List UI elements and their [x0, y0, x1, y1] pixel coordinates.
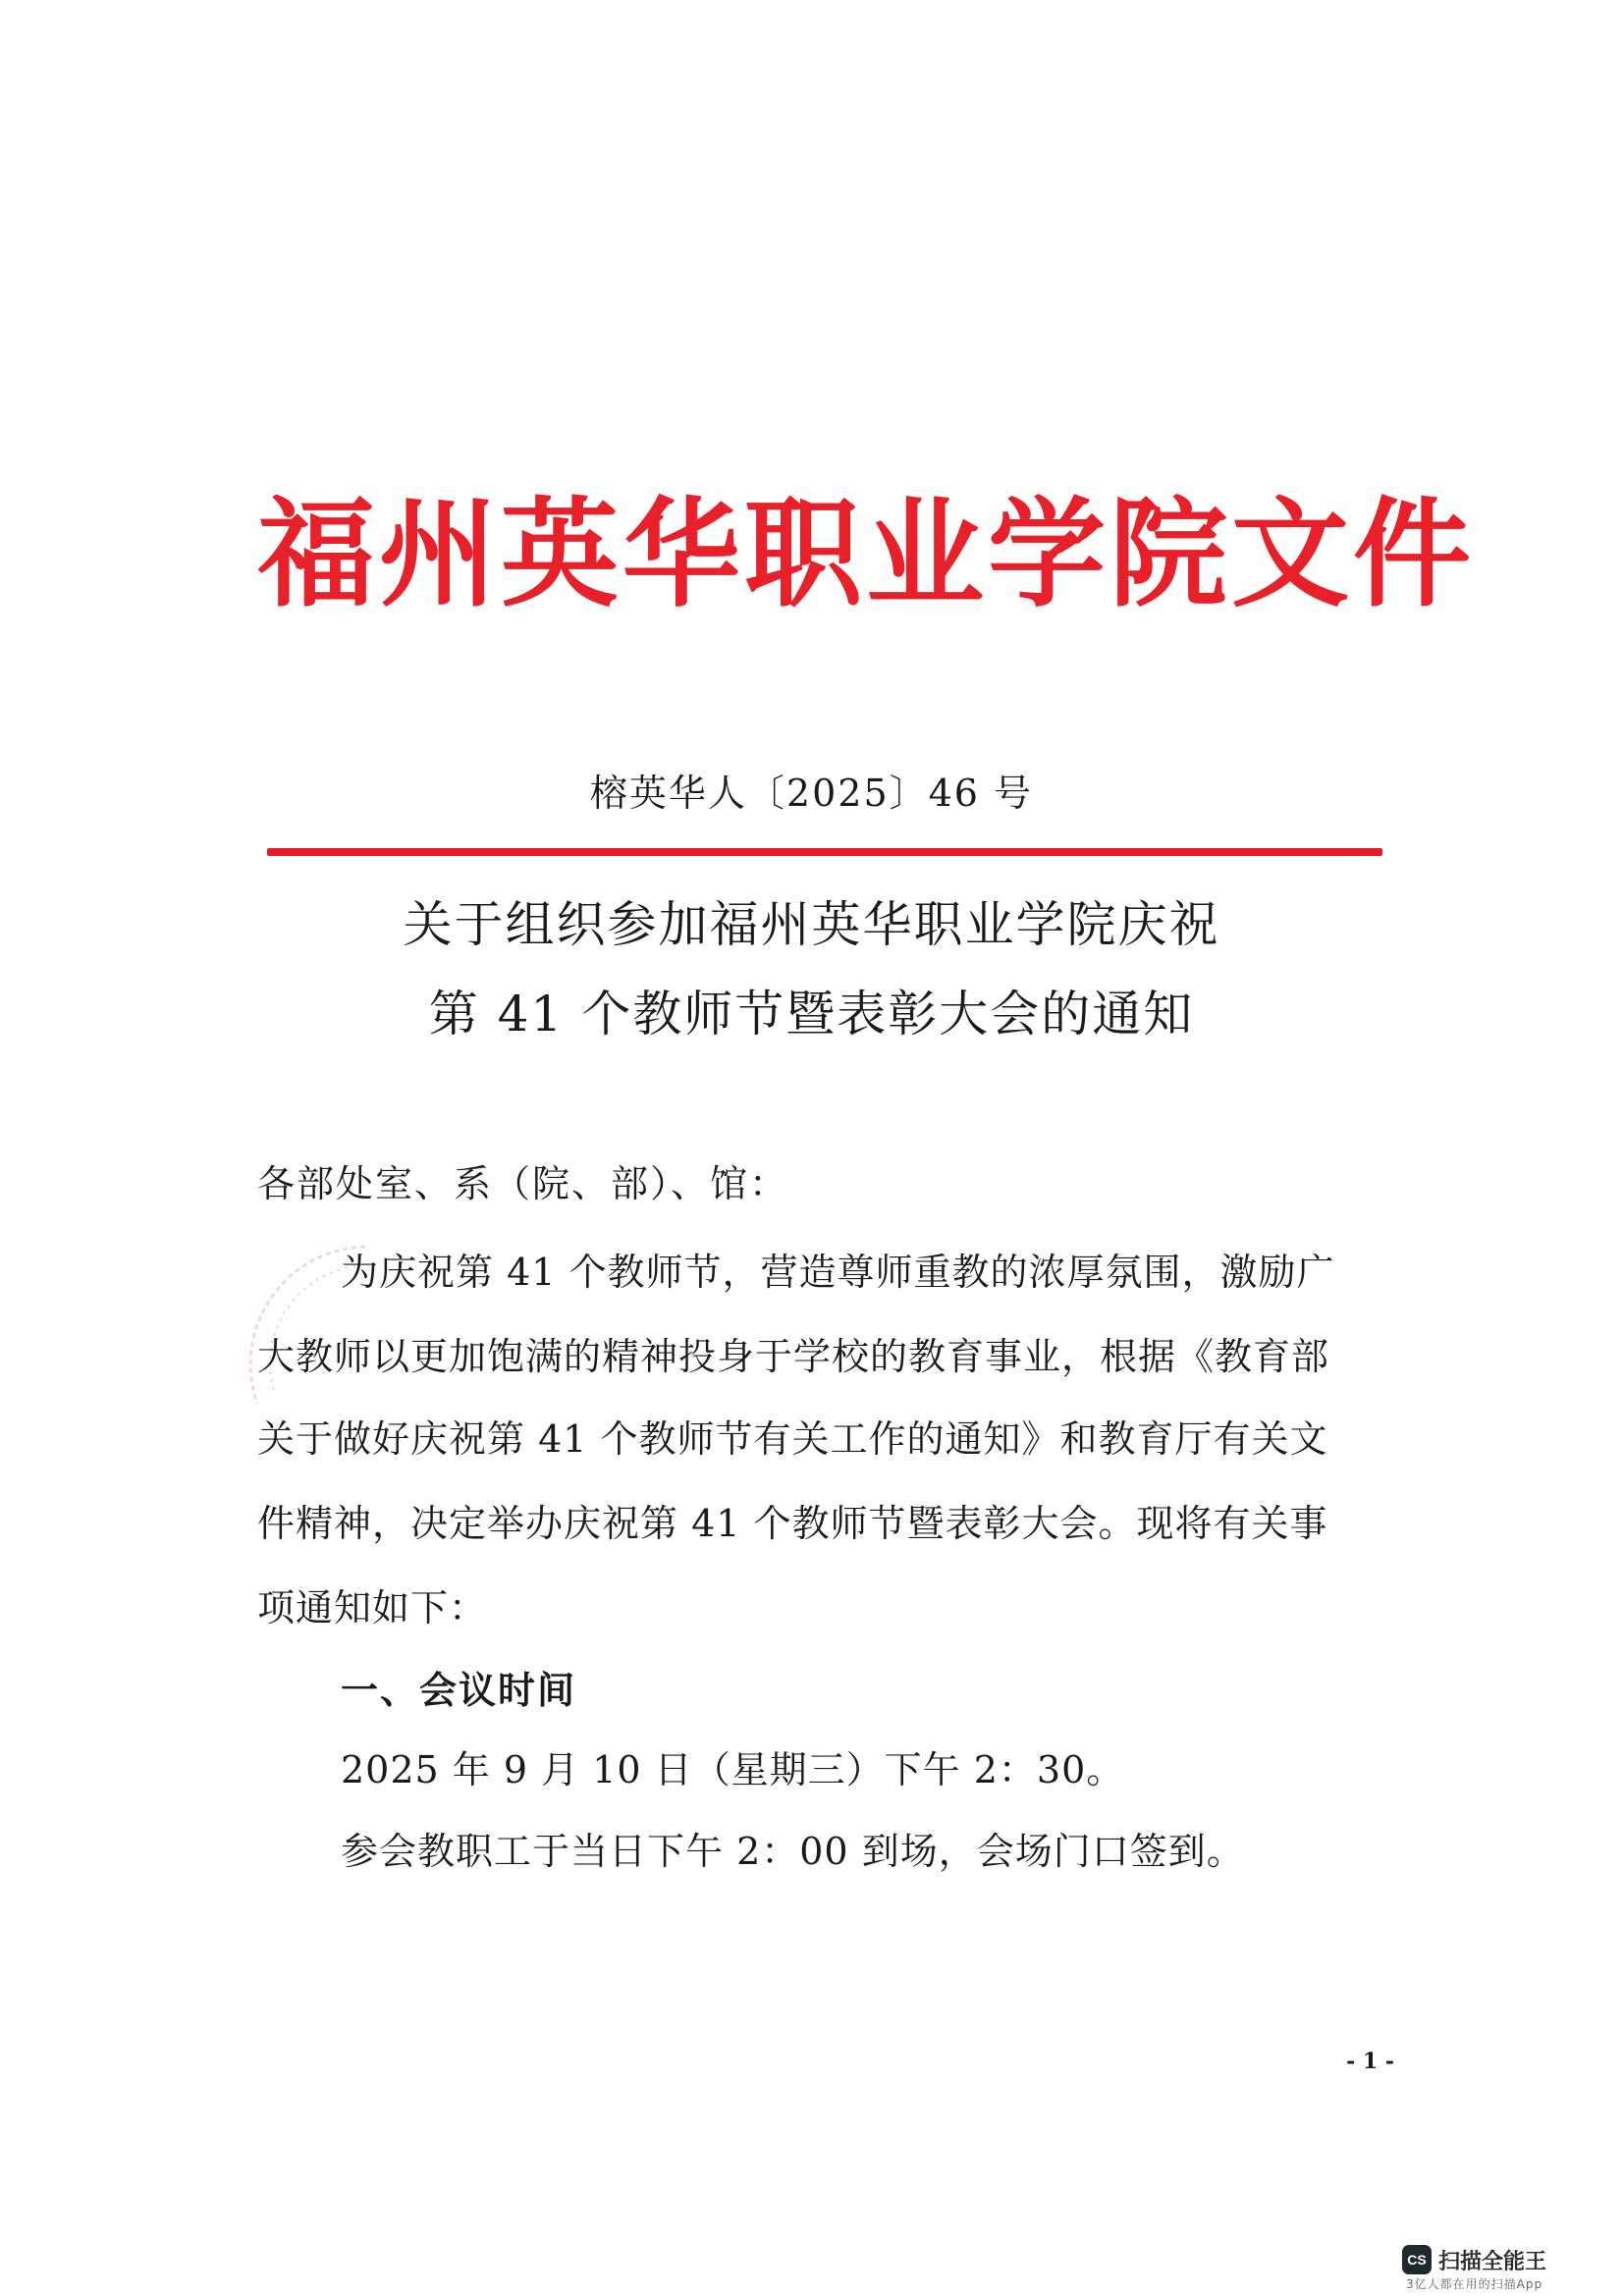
scanner-tagline: 3亿人都在用的扫描App	[1406, 2277, 1543, 2291]
paragraph-line: 关于做好庆祝第 41 个教师节有关工作的通知》和教育厅有关文	[257, 1417, 1328, 1461]
camscanner-logo-icon: CS	[1402, 2245, 1432, 2274]
scanner-watermark	[1402, 2240, 1598, 2279]
notice-title-line-2: 第 41 个教师节暨表彰大会的通知	[428, 986, 1195, 1042]
page-number: - 1 -	[1346, 2049, 1394, 2074]
notice-title-line-1: 关于组织参加福州英华职业学院庆祝	[403, 896, 1220, 953]
paragraph-line: 为庆祝第 41 个教师节，营造尊师重教的浓厚氛围，激励广	[341, 1251, 1335, 1294]
scanner-app-name: 扫描全能王	[1438, 2249, 1547, 2274]
arrival-note-text: 参会教职工于当日下午 2：00 到场，会场门口签到。	[341, 1830, 1245, 1873]
paragraph-line: 项通知如下：	[257, 1586, 488, 1629]
paragraph-line: 大教师以更加饱满的精神投身于学校的教育事业，根据《教育部	[257, 1335, 1330, 1378]
section-heading-meeting-time: 一、会议时间	[341, 1669, 577, 1712]
red-divider-rule	[267, 848, 1382, 856]
salutation: 各部处室、系（院、部）、馆：	[257, 1162, 789, 1205]
document-number: 榕英华人〔2025〕46 号	[589, 772, 1034, 815]
masthead-title: 福州英华职业学院文件	[257, 485, 1475, 623]
paragraph-line: 件精神，决定举办庆祝第 41 个教师节暨表彰大会。现将有关事	[257, 1502, 1328, 1545]
meeting-time-text: 2025 年 9 月 10 日（星期三）下午 2：30。	[341, 1748, 1125, 1791]
